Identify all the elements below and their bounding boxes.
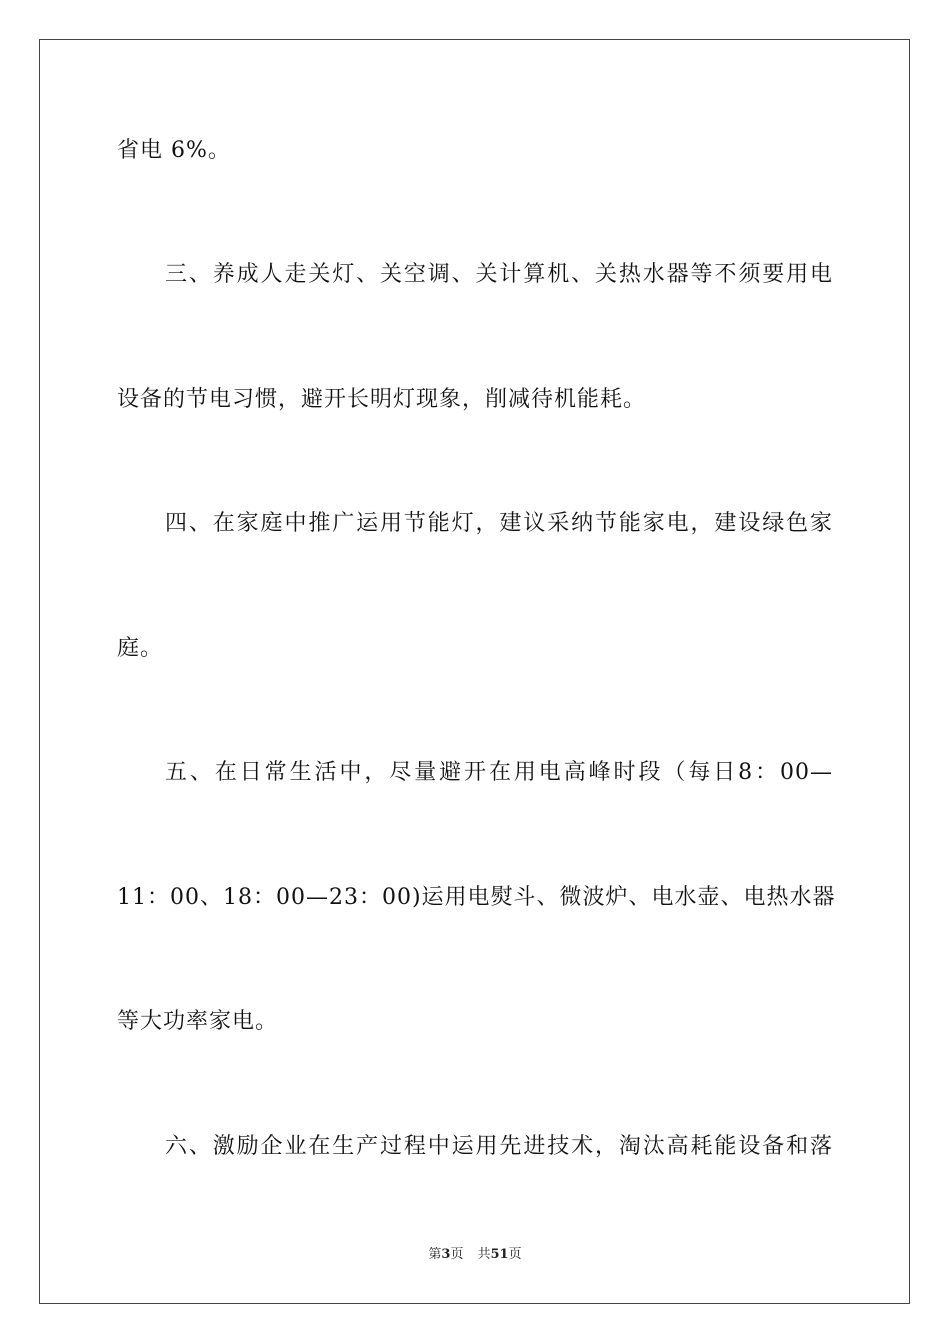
text-line-2: 三、养成人走关灯、关空调、关计算机、关热水器等不须要用电: [165, 262, 833, 287]
footer-page-suffix: 页: [450, 1247, 464, 1262]
text-line-1: 省电 6%。: [117, 138, 231, 163]
footer-total-prefix: 共: [477, 1247, 491, 1262]
page-footer: [0, 1246, 950, 1264]
footer-page-prefix: 第: [428, 1247, 442, 1262]
text-line-9: 六、激励企业在生产过程中运用先进技术，淘汰高耗能设备和落: [165, 1134, 833, 1159]
footer-current-page: 3: [441, 1247, 451, 1262]
text-line-6: 五、在日常生活中，尽量避开在用电高峰时段（每日8：00—: [165, 760, 833, 785]
text-line-3: 设备的节电习惯，避开长明灯现象，削减待机能耗。: [117, 387, 647, 412]
text-line-7: 11：00、18：00—23：00)运用电熨斗、微波炉、电水壶、电热水器: [117, 885, 836, 910]
footer-total-suffix: 页: [508, 1247, 522, 1262]
text-line-4: 四、在家庭中推广运用节能灯，建议采纳节能家电，建设绿色家: [165, 511, 833, 536]
page-border: [39, 39, 910, 1304]
text-line-5: 庭。: [117, 636, 164, 661]
text-line-8: 等大功率家电。: [117, 1009, 279, 1034]
footer-total-pages: 51: [490, 1247, 509, 1262]
